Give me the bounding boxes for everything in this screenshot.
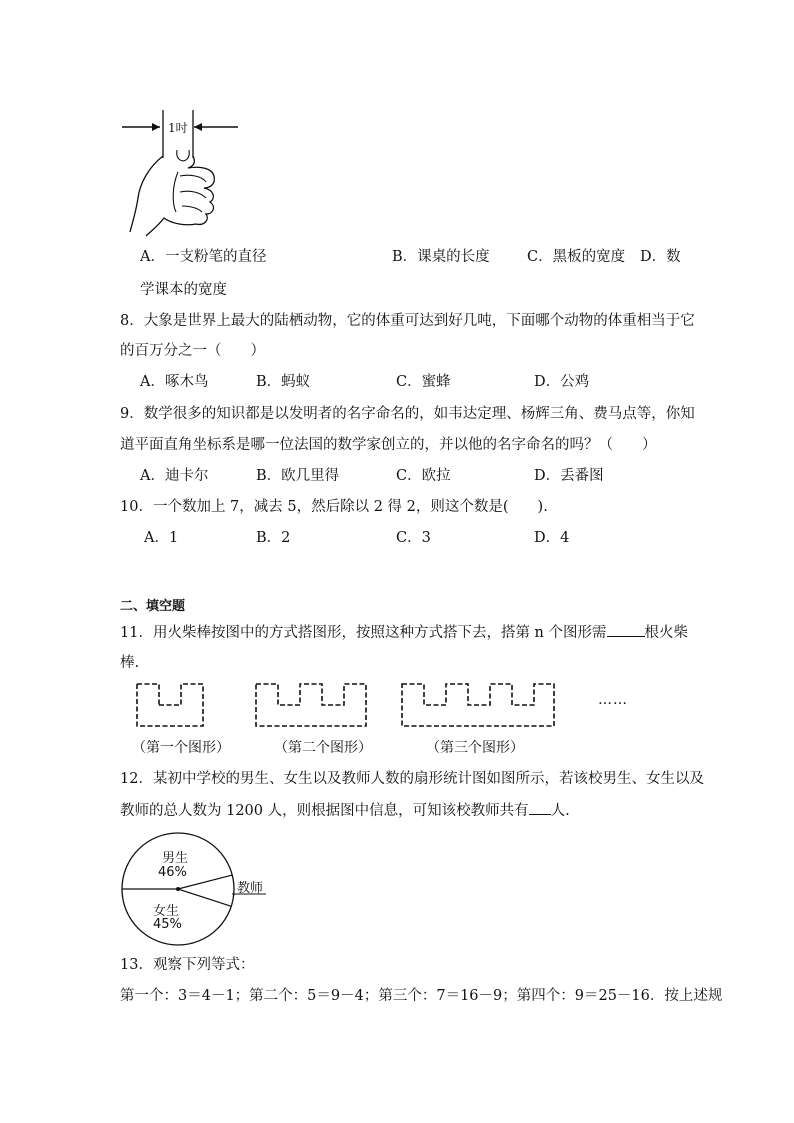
pie-label-girls-pct: 45% — [153, 917, 182, 932]
pie-center — [176, 887, 180, 891]
q10-option-a: A．1 — [144, 530, 179, 546]
q9-option-c: C．欧拉 — [396, 468, 451, 484]
q7-option-b: B．课桌的长度 — [392, 249, 490, 265]
section-title-fill-in: 二、填空题 — [120, 599, 186, 614]
q7-option-d-cont: 学课本的宽度 — [140, 282, 227, 298]
pie-label-girls: 女生 — [153, 904, 180, 919]
figure-1-caption: （第一个图形） — [132, 740, 230, 756]
q7-option-d: D．数 — [640, 249, 681, 265]
q11-line-2: 棒. — [120, 655, 140, 671]
q9-line-1: 9．数学很多的知识都是以发明者的名字命名的，如韦达定理、杨辉三角、费马点等，你知 — [120, 406, 695, 422]
q8-line-1: 8．大象是世界上最大的陆栖动物，它的体重可达到好几吨，下面哪个动物的体重相当于它 — [120, 313, 695, 329]
q13-line-1: 13．观察下列等式： — [120, 957, 255, 973]
q10-option-d: D．4 — [534, 530, 570, 546]
q7-option-c: C．黑板的宽度 — [527, 249, 626, 265]
q9-option-a: A．迪卡尔 — [140, 468, 209, 484]
ellipsis: …… — [598, 692, 628, 708]
figure-3-caption: （第三个图形） — [426, 740, 524, 756]
q9-option-d: D．丢番图 — [534, 468, 604, 484]
q12-text-b: 人. — [550, 803, 570, 819]
q12-line-1: 12．某初中学校的男生、女生以及教师人数的扇形统计图如图所示，若该校男生、女生以及 — [120, 771, 704, 787]
inch-label: 1吋 — [168, 121, 188, 135]
q9-option-b: B．欧几里得 — [256, 468, 340, 484]
q10-option-b: B．2 — [256, 530, 291, 546]
pie-boundary-teachers-girls — [178, 889, 231, 906]
q11-text-a: 11．用火柴棒按图中的方式搭图形，按照这种方式搭下去，搭第 n 个图形需 — [120, 625, 607, 641]
pie-label-boys-pct: 46% — [158, 865, 187, 880]
figure-2-caption: （第二个图形） — [274, 740, 372, 756]
q10-option-c: C．3 — [396, 530, 431, 546]
pie-label-teachers: 教师 — [237, 881, 264, 896]
q8-option-c: C．蜜蜂 — [396, 374, 451, 390]
q11-text-b: 根火柴 — [644, 625, 689, 641]
q10-line-1: 10．一个数加上 7，减去 5，然后除以 2 得 2，则这个数是( ). — [120, 499, 548, 515]
q9-line-2: 道平面直角坐标系是哪一位法国的数学家创立的，并以他的名字命名的吗？（ ） — [120, 437, 657, 453]
q13-line-2: 第一个：3＝4－1；第二个：5＝9－4；第三个：7＝16－9；第四个：9＝25－16．按上述规 — [120, 988, 723, 1004]
q8-option-b: B．蚂蚁 — [256, 374, 311, 390]
q8-line-2: 的百万分之一（ ） — [120, 343, 265, 359]
pie-label-boys: 男生 — [162, 851, 189, 866]
q7-option-a: A．一支粉笔的直径 — [140, 249, 267, 265]
q12-text-a: 教师的总人数为 1200 人，则根据图中信息，可知该校教师共有 — [120, 803, 529, 819]
q8-option-d: D．公鸡 — [534, 374, 590, 390]
q8-option-a: A．啄木鸟 — [140, 374, 209, 390]
